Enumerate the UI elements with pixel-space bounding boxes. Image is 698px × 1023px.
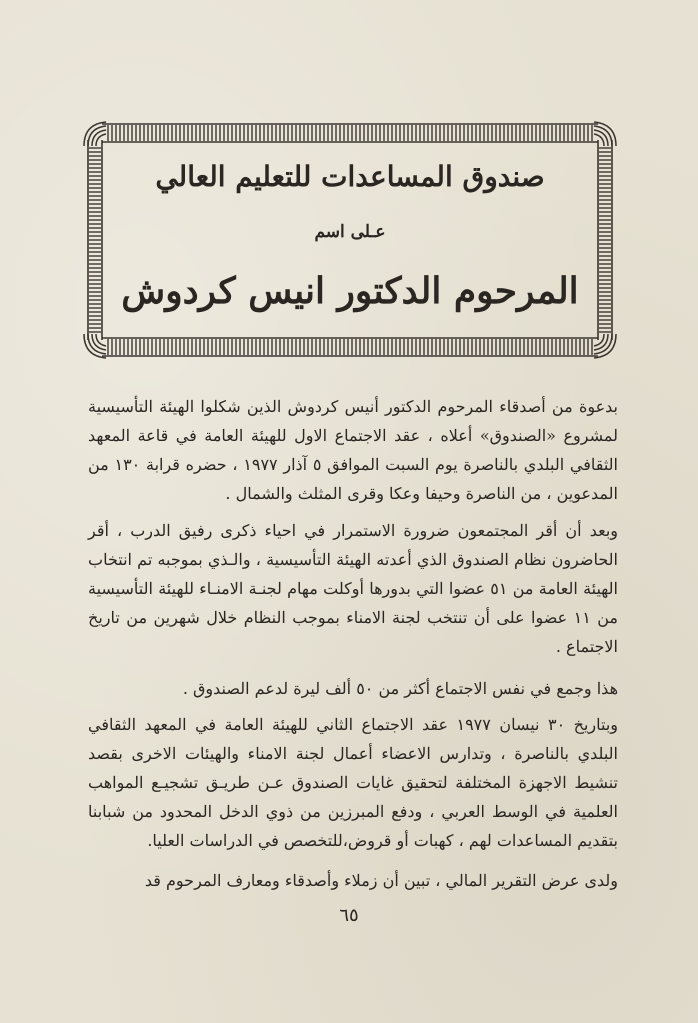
paragraph-donations: هذا وجمع في نفس الاجتماع أكثر من ٥٠ ألف ليرة لدعم الصندوق . bbox=[182, 679, 618, 698]
dedication-label: عـلى اسم bbox=[314, 222, 386, 242]
honoree-name: المرحوم الدكتور انيس كردوش bbox=[121, 270, 579, 312]
paragraph-first-meeting: بدعوة من أصدقاء المرحوم الدكتور أنيس كردوش الذين شكلوا الهيئة التأسيسية لمشروع «الصندوق» أعلاه ، عقد الاجتماع الاول للهيئة العامة في قاعة المعهد الثقافي البلدي بالناصرة يوم السبت الموافق ٥ آذار ١٩٧٧ ، حضره قرابة ١٣٠ من المدعوين ، من الناصرة وحيفا وعكا وقرى المثلث والشمال . bbox=[88, 397, 618, 503]
paragraph-financial-report: ولدى عرض التقرير المالي ، تبين أن زملاء وأصدقاء ومعارف المرحوم قد bbox=[144, 871, 618, 890]
paragraph-fund-bylaws: وبعد أن أقر المجتمعون ضرورة الاستمرار في احياء ذكرى رفيق الدرب ، أقر الحاضرون نظام الصندوق الذي أعدته الهيئة التأسيسية ، والـذي بموجبه تم انتخاب الهيئة العامة من ٥١ عضوا التي بدورها أوكلت مهام لجنـة الامنـاء للهيئة التأسيسية من ١١ عضوا على أن تنتخب لجنة الامناء بموجب النظام خلال شهرين من تاريخ الاجتماع . bbox=[88, 521, 619, 656]
fund-title: صندوق المساعدات للتعليم العالي bbox=[155, 160, 545, 193]
paragraph-second-meeting: وبتاريخ ٣٠ نيسان ١٩٧٧ عقد الاجتماع الثاني للهيئة العامة في المعهد الثقافي البلدي بالناصرة ، وتدارس الاعضاء أعمال لجنة الامناء والهيئات الاخرى بقصد تنشيط الاجهزة المختلفة لتحقيق غايات الصندوق عـن طريـق تشجيـع المواهب العلمية في الوسط العربي ، ودفع المبرزين من ذوي الدخل المحدود من شبابنا بتقديم المساعدات لهم ، كهبات أو قروض،للتخصص في الدراسات العليا. bbox=[88, 715, 619, 850]
page-number: ٦٥ bbox=[339, 905, 359, 926]
